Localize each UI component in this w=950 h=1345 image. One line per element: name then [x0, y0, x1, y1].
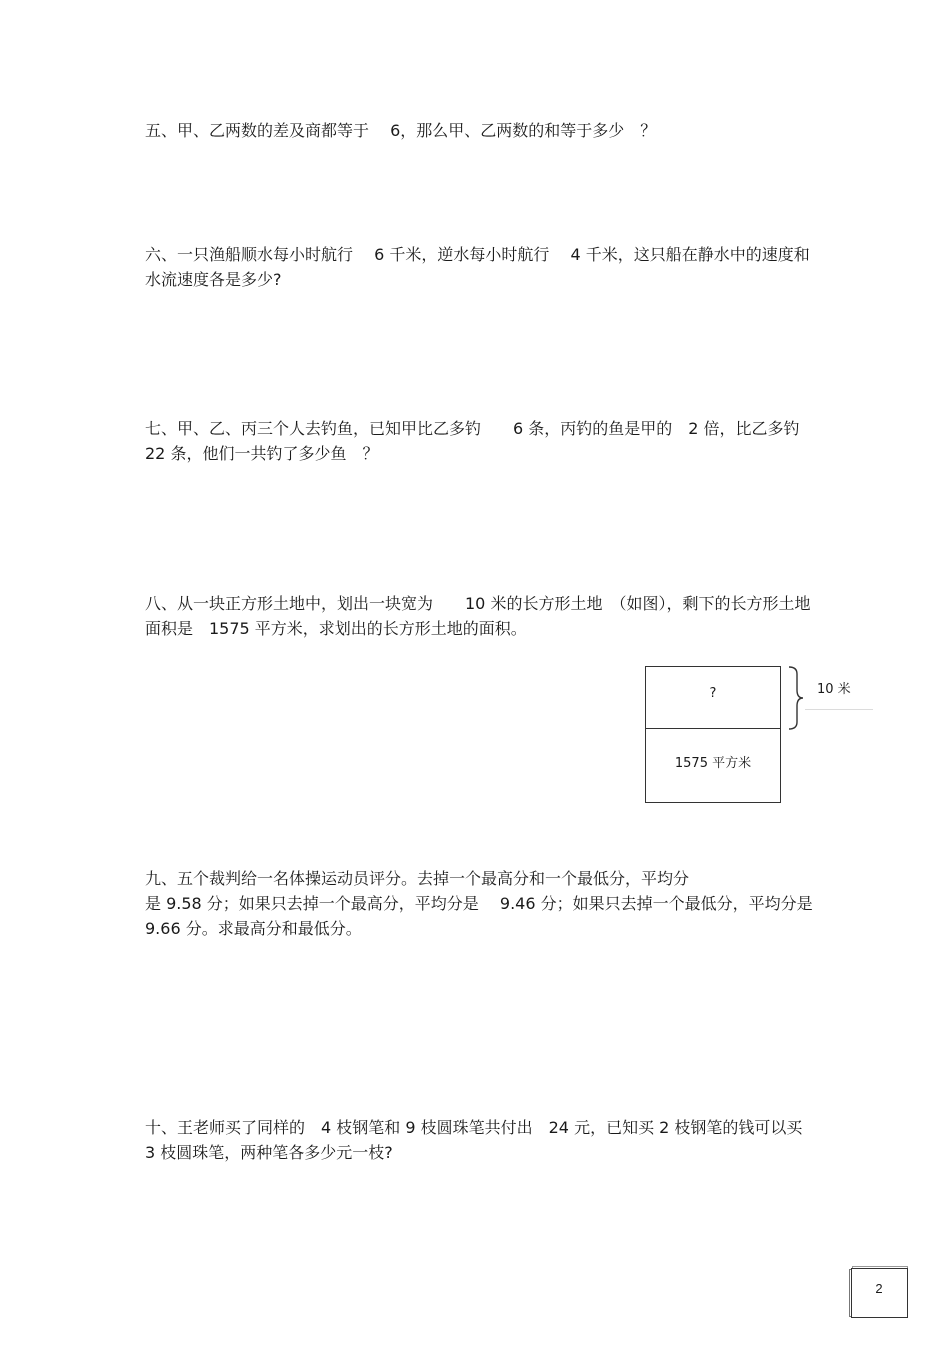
land-diagram	[645, 664, 875, 809]
question-6: 六、一只渔船顺水每小时航行 6 千米，逆水每小时航行 4 千米，这只船在静水中的速度和水流速度各是多少?	[145, 245, 810, 289]
land-divider-line	[645, 728, 781, 729]
right-brace-icon	[787, 666, 805, 730]
page-number: 2	[875, 1281, 883, 1296]
strip-width-label: 10 米	[817, 682, 851, 697]
question-10: 十、王老师买了同样的 4 枝钢笔和 9 枝圆珠笔共付出 24 元，已知买 2 枝钢笔的钱可以买 3 枝圆珠笔，两种笔各多少元一枝?	[145, 1118, 808, 1162]
question-7: 七、甲、乙、丙三个人去钓鱼，已知甲比乙多钓 6 条，丙钓的鱼是甲的 2 倍，比乙多钓 22 条，他们一共钓了多少鱼 ？	[145, 419, 805, 463]
remaining-area-label: 1575 平方米	[674, 756, 752, 771]
page-number-badge	[848, 1266, 910, 1318]
question-8: 八、从一块正方形土地中，划出一块宽为 10 米的长方形土地 （如图），剩下的长方形土地面积是 1575 平方米，求划出的长方形土地的面积。	[145, 594, 811, 638]
width-leader-line	[805, 709, 873, 710]
question-5: 五、甲、乙两数的差及商都等于 6，那么甲、乙两数的和等于多少 ？	[145, 121, 657, 140]
cut-area-question-mark: ?	[709, 686, 717, 701]
question-9: 九、五个裁判给一名体操运动员评分。去掉一个最高分和一个最低分，平均分 是 9.58 分；如果只去掉一个最高分，平均分是 9.46 分；如果只去掉一个最低分，平均分是 9.66 分。求最高分和最低分。	[145, 869, 813, 938]
